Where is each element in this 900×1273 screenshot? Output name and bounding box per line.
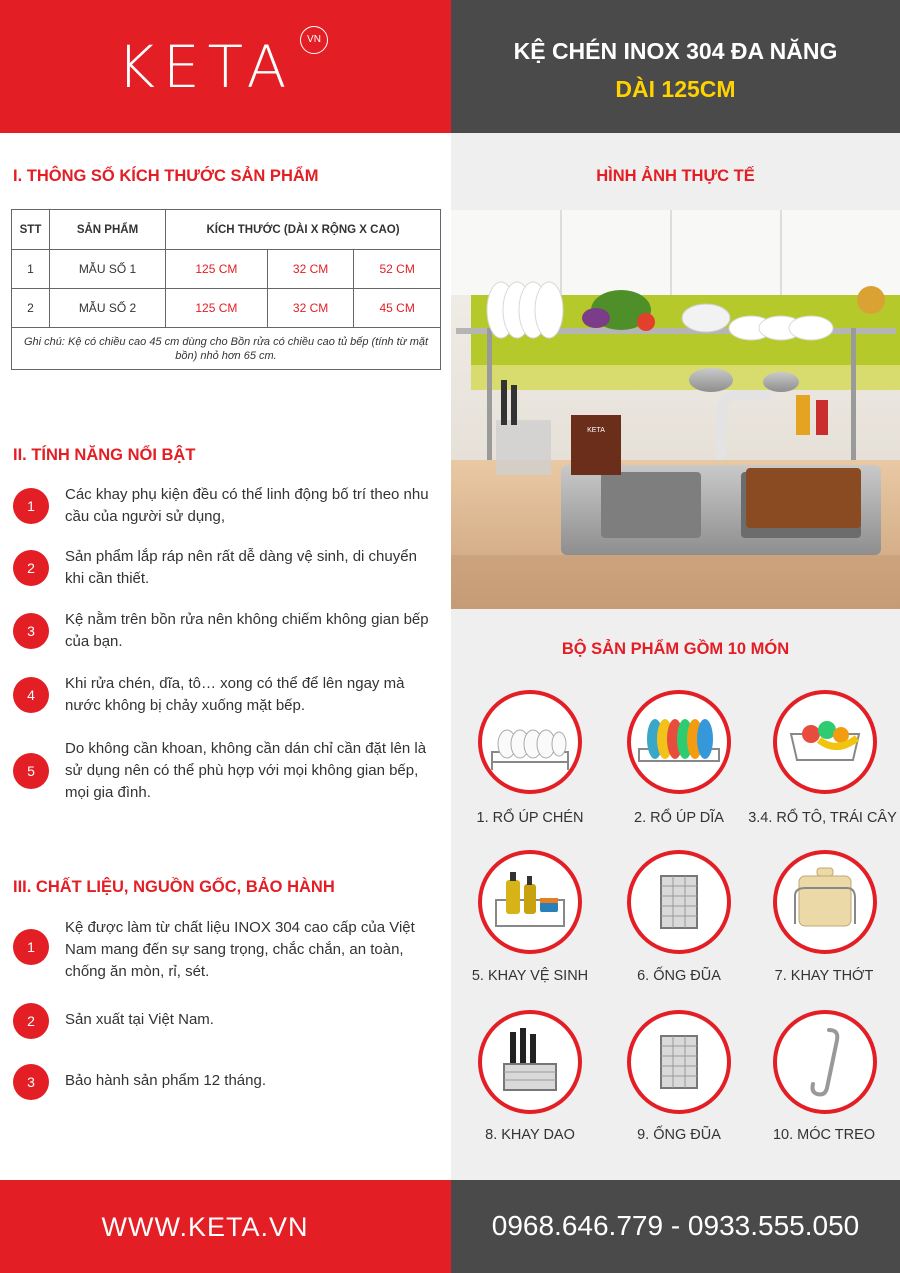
material-text: Sản xuất tại Việt Nam. bbox=[65, 1011, 214, 1028]
product-circle bbox=[478, 1010, 582, 1114]
product-label: 3.4. RỔ TÔ, TRÁI CÂY bbox=[748, 810, 897, 826]
phone-numbers[interactable]: 0968.646.779 - 0933.555.050 bbox=[491, 1210, 860, 1241]
table-note: Ghi chú: Kệ có chiều cao 45 cm dùng cho Bồn rửa có chiều cao tủ bếp (tính từ mặt bồn) nhỏ hơn 65 cm. bbox=[12, 328, 441, 370]
product-label: 6. ỐNG ĐŨA bbox=[637, 968, 721, 984]
product-subtitle: DÀI 125CM bbox=[615, 76, 736, 102]
cleaning-tray-icon bbox=[482, 854, 578, 950]
feature-text: Sản phẩm lắp ráp nên rất dễ dàng vệ sinh, di chuyển khi cần thiết. bbox=[65, 548, 417, 587]
table-cell: 45 CM bbox=[354, 289, 441, 328]
column-header: KÍCH THƯỚC (DÀI X RỘNG X CAO) bbox=[166, 210, 441, 250]
product-circle bbox=[627, 690, 731, 794]
column-header: SẢN PHẨM bbox=[50, 210, 166, 250]
table-row bbox=[12, 289, 441, 328]
product-circle bbox=[773, 1010, 877, 1114]
feature-text: Khi rửa chén, dĩa, tô… xong có thể để lên ngay mà nước không bị chảy xuống mặt bếp. bbox=[65, 675, 405, 714]
products-section-title: BỘ SẢN PHẨM GỒM 10 MÓN bbox=[561, 640, 790, 658]
number-badge: 3 bbox=[13, 1064, 49, 1100]
product-circle bbox=[478, 690, 582, 794]
fruit-basket-icon bbox=[777, 694, 873, 790]
table-cell: 52 CM bbox=[354, 250, 441, 289]
product-title: KỆ CHÉN INOX 304 ĐA NĂNG bbox=[513, 38, 838, 64]
number-badge: 1 bbox=[13, 488, 49, 524]
features-section-title: II. TÍNH NĂNG NỔI BẬT bbox=[13, 446, 196, 464]
column-header: STT bbox=[12, 210, 50, 250]
product-label: 7. KHAY THỚT bbox=[774, 968, 874, 984]
chopstick-holder-icon bbox=[631, 1014, 727, 1110]
spec-table bbox=[11, 209, 441, 370]
kitchen-illustration bbox=[451, 210, 900, 609]
table-note-row bbox=[12, 328, 441, 370]
table-cell: MẪU SỐ 2 bbox=[50, 289, 166, 328]
number-badge: 3 bbox=[13, 613, 49, 649]
table-cell: MẪU SỐ 1 bbox=[50, 250, 166, 289]
feature-text: Các khay phụ kiện đều có thể linh động bố trí theo nhu cầu của người sử dụng, bbox=[65, 486, 429, 525]
product-label: 9. ỐNG ĐŨA bbox=[637, 1127, 721, 1143]
chopstick-holder-icon bbox=[631, 854, 727, 950]
product-circle bbox=[478, 850, 582, 954]
spec-section-title: I. THÔNG SỐ KÍCH THƯỚC SẢN PHẨM bbox=[13, 167, 319, 185]
table-cell: 125 CM bbox=[166, 289, 268, 328]
table-cell: 2 bbox=[12, 289, 50, 328]
product-circle bbox=[627, 1010, 731, 1114]
number-badge: 5 bbox=[13, 753, 49, 789]
product-label: 5. KHAY VỆ SINH bbox=[471, 968, 589, 984]
feature-text: Do không cần khoan, không cần dán chỉ cần đặt lên là sử dụng nên có thể phù hợp với mọi không gian bếp, mọi gia đình. bbox=[65, 740, 427, 801]
photo-section-title: HÌNH ẢNH THỰC TẾ bbox=[596, 167, 755, 185]
product-circle bbox=[773, 850, 877, 954]
product-label: 1. RỔ ÚP CHÉN bbox=[476, 810, 584, 826]
brand-logo: KETA bbox=[117, 33, 295, 101]
material-text: Bảo hành sản phẩm 12 tháng. bbox=[65, 1072, 266, 1089]
table-cell: 125 CM bbox=[166, 250, 268, 289]
product-circle bbox=[773, 690, 877, 794]
feature-text: Kệ nằm trên bồn rửa nên không chiếm không gian bếp của bạn. bbox=[65, 611, 429, 650]
material-section-title: III. CHẤT LIỆU, NGUỒN GỐC, BẢO HÀNH bbox=[13, 878, 335, 896]
number-badge: 1 bbox=[13, 929, 49, 965]
box-brand-mark: KETA bbox=[587, 427, 605, 434]
bowl-rack-icon bbox=[482, 694, 578, 790]
product-label: 8. KHAY DAO bbox=[485, 1127, 575, 1143]
logo-badge: VN bbox=[300, 26, 328, 54]
table-row bbox=[12, 250, 441, 289]
table-cell: 32 CM bbox=[267, 289, 354, 328]
material-text: Kệ được làm từ chất liệu INOX 304 cao cấp của Việt Nam mang đến sự sang trọng, chắc chắn, an toàn, chống ăn mòn, rỉ, sét. bbox=[65, 919, 415, 980]
table-cell: 32 CM bbox=[267, 250, 354, 289]
number-badge: 4 bbox=[13, 677, 49, 713]
number-badge: 2 bbox=[13, 1003, 49, 1039]
kitchen-photo bbox=[451, 210, 900, 609]
website-link[interactable]: WWW.KETA.VN bbox=[101, 1212, 309, 1242]
product-circle bbox=[627, 850, 731, 954]
cutting-board-tray-icon bbox=[777, 854, 873, 950]
number-badge: 2 bbox=[13, 550, 49, 586]
plate-rack-icon bbox=[631, 694, 727, 790]
hook-icon bbox=[777, 1014, 873, 1110]
knife-holder-icon bbox=[482, 1014, 578, 1110]
product-label: 2. RỔ ÚP DĨA bbox=[634, 810, 724, 826]
header-title-panel bbox=[451, 0, 900, 133]
table-header-row bbox=[12, 210, 441, 250]
table-cell: 1 bbox=[12, 250, 50, 289]
product-label: 10. MÓC TREO bbox=[772, 1127, 876, 1143]
